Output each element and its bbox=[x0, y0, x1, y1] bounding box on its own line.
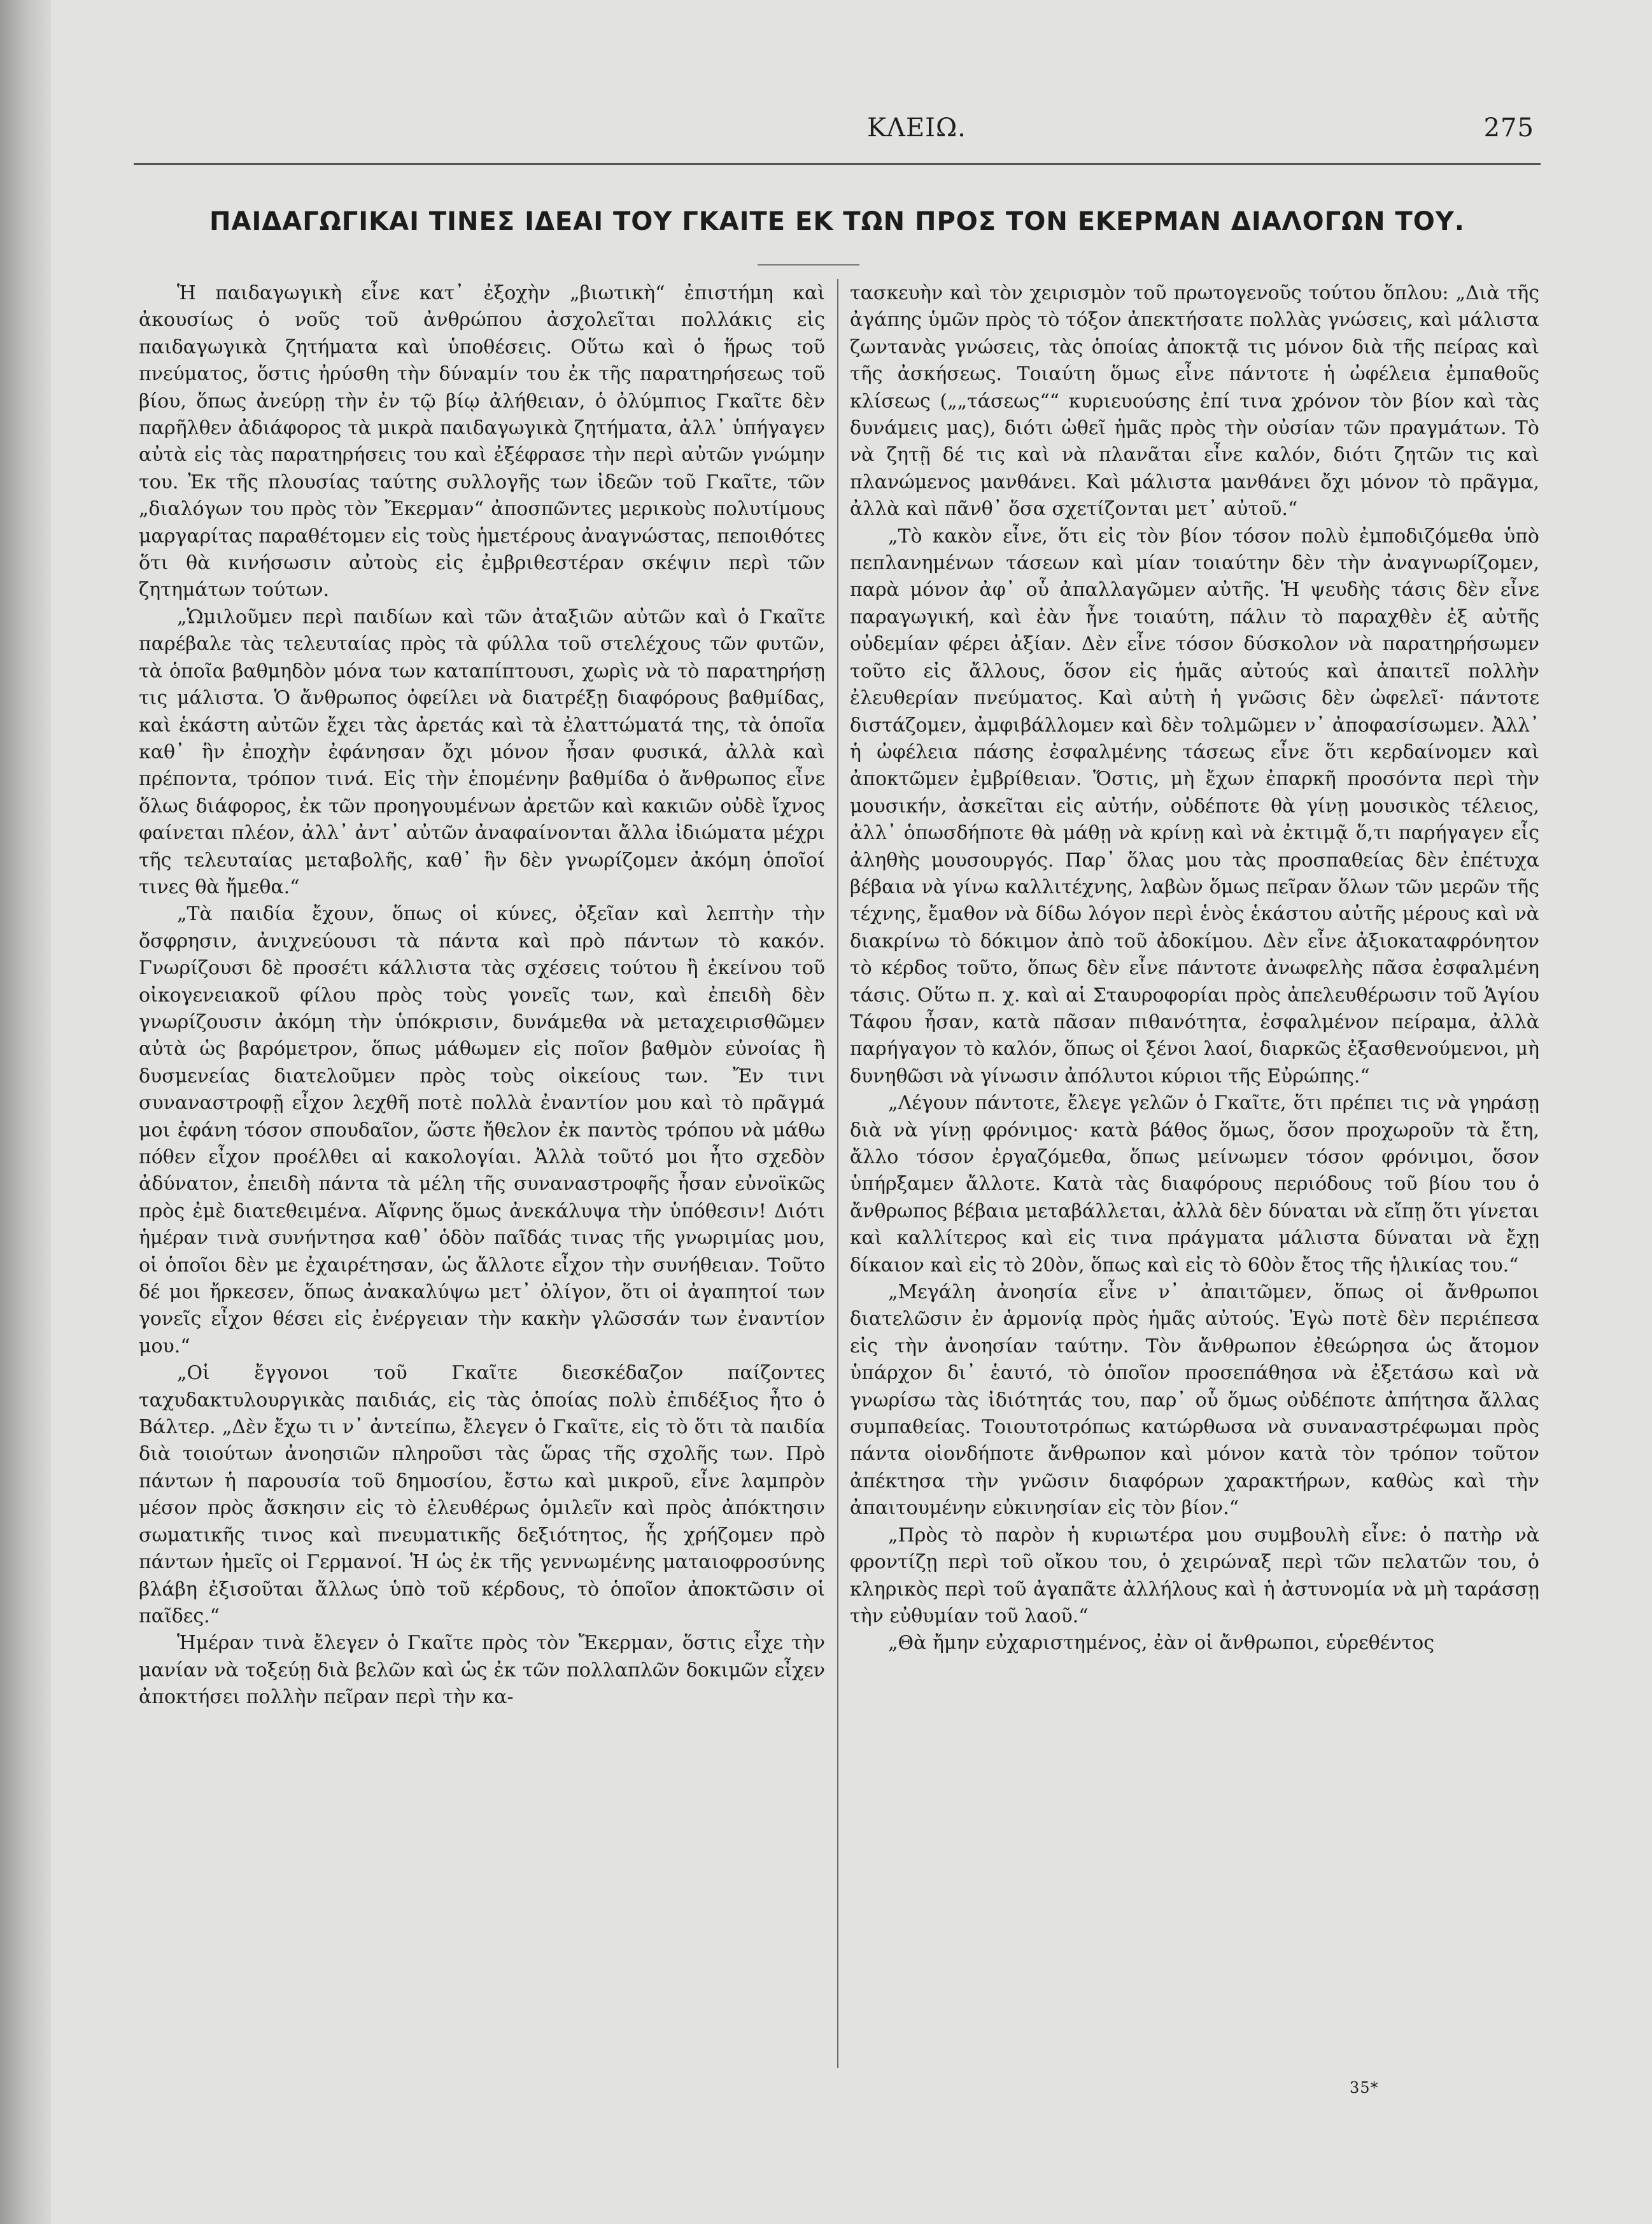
paragraph: Ἡ παιδαγωγικὴ εἶνε κατ᾽ ἐξοχὴν „βιωτικὴ“ ἐπιστήμη καὶ ἀκουσίως ὁ νοῦς τοῦ ἀνθρώπου ἀσχολεῖται πολλάκις εἰς παιδαγωγικὰ ζητήματα καὶ ὑποθέσεις. Οὕτω καὶ ὁ ἥρως τοῦ πνεύματος, ὅστις ἠρύσθη τὴν δύναμίν του ἐκ τῆς παρατηρήσεως τοῦ βίου, ὅπως ἀνεύρῃ τὴν ἐν τῷ βίῳ ἀλήθειαν, ὁ ὀλύμπιος Γκαῖτε δὲν παρῆλθεν ἀδιάφορος τὰ μικρὰ παιδαγωγικὰ ζητήματα, ἀλλ᾽ ὑπήγαγεν αὐτὰ εἰς τὰς παρατηρήσεις του καὶ ἐξέφρασε τὴν περὶ αὐτῶν γνώμην του. Ἐκ τῆς πλουσίας ταύτης συλλογῆς των ἰδεῶν τοῦ Γκαῖτε, τῶν „διαλόγων του πρὸς τὸν Ἔκερμαν“ ἀποσπῶντες μερικοὺς πολυτίμους μαργαρίτας παραθέτομεν εἰς τοὺς ἡμετέρους ἀναγνώστας, πεποιθότες ὅτι θὰ κινήσωσιν αὐτοὺς εἰς ἐμβριθεστέραν σκέψιν περὶ τῶν ζητημάτων τούτων. bbox=[139, 282, 825, 602]
running-title: ΚΛΕΙΩ. bbox=[867, 113, 966, 143]
page-number: 275 bbox=[1483, 113, 1534, 143]
paragraph: „Ὡμιλοῦμεν περὶ παιδίων καὶ τῶν ἀταξιῶν αὐτῶν καὶ ὁ Γκαῖτε παρέβαλε τὰς τελευταίας πρὸς τὰ φύλλα τοῦ στελέχους τῶν φυτῶν, τὰ ὁποῖα βαθμηδὸν μόνα των καταπίπτουσι, χωρὶς νὰ τὸ παρατηρήσῃ τις μάλιστα. Ὁ ἄνθρωπος ὀφείλει νὰ διατρέξῃ διαφόρους βαθμίδας, καὶ ἑκάστη αὐτῶν ἔχει τὰς ἀρετάς καὶ τὰ ἐλαττώματά της, τὰ ὁποῖα καθ᾽ ἣν ἐποχὴν ἐφάνησαν ὄχι μόνον ἦσαν φυσικά, ἀλλὰ καὶ πρέποντα, τρόπον τινά. Εἰς τὴν ἑπομένην βαθμίδα ὁ ἄνθρωπος εἶνε ὅλως διάφορος, ἐκ τῶν προηγουμένων ἀρετῶν καὶ κακιῶν οὐδὲ ἴχνος φαίνεται πλέον, ἀλλ᾽ ἀντ᾽ αὐτῶν ἀναφαίνονται ἄλλα ἰδιώματα μέχρι τῆς τελευταίας μεταβολῆς, καθ᾽ ἣν δὲν γνωρίζομεν ἀκόμη ὁποῖοί τινες θὰ ἤμεθα.“ bbox=[139, 606, 825, 898]
right-column bbox=[850, 280, 1539, 2071]
paragraph: Ἡμέραν τινὰ ἔλεγεν ὁ Γκαῖτε πρὸς τὸν Ἔκερμαν, ὅστις εἶχε τὴν μανίαν νὰ τοξεύῃ διὰ βελῶν καὶ ὡς ἐκ τῶν πολλαπλῶν δοκιμῶν εἶχεν ἀποκτήσει πολλὴν πεῖραν περὶ τὴν κα- bbox=[139, 1632, 825, 1709]
paragraph: „Μεγάλη ἀνοησία εἶνε ν᾽ ἀπαιτῶμεν, ὅπως οἱ ἄνθρωποι διατελῶσιν ἐν ἁρμονίᾳ πρὸς ἡμᾶς αὐτούς. Ἐγὼ ποτὲ δὲν περιέπεσα εἰς τὴν ἀνοησίαν ταύτην. Τὸν ἄνθρωπον ἐθεώρησα ὡς ἄτομον ὑπάρχον δι᾽ ἑαυτό, τὸ ὁποῖον προσεπάθησα νὰ ἐξετάσω καὶ νὰ γνωρίσω τὰς ἰδιότητάς του, παρ᾽ οὗ ὅμως οὐδέποτε ἀπήτησα ἄλλας συμπαθείας. Τοιουτοτρόπως κατώρθωσα νὰ συναναστρέφωμαι πρὸς πάντα οἱονδήποτε ἄνθρωπον καὶ μόνον κατὰ τὸν τρόπον τοῦτον ἀπέκτησα τὴν γνῶσιν διαφόρων χαρακτήρων, καθὼς καὶ τὴν ἀπαιτουμένην εὐκινησίαν εἰς τὸν βίον.“ bbox=[850, 1281, 1539, 1520]
paragraph: τασκευὴν καὶ τὸν χειρισμὸν τοῦ πρωτογενοῦς τούτου ὅπλου: „Διὰ τῆς ἀγάπης ὑμῶν πρὸς τὸ τόξον ἀπεκτήσατε πολλὰς γνώσεις, καὶ μάλιστα ζωντανὰς γνώσεις, τὰς ὁποίας ἀποκτᾷ τις μόνον διὰ τῆς πείρας καὶ τῆς ἀσκήσεως. Τοιαύτη ὅμως εἶνε πάντοτε ἡ ὠφέλεια ἐμπαθοῦς κλίσεως („„τάσεως““ κυριευούσης ἐπί τινα χρόνον τὸν βίον καὶ τὰς δυνάμεις μας), διότι ὠθεῖ ἡμᾶς πρὸς τὴν οὐσίαν τῶν πραγμάτων. Τὸ νὰ ζητῇ δέ τις καὶ νὰ πλανᾶται εἶνε καλόν, διότι ζητῶν τις καὶ πλανώμενος μανθάνει. Καὶ μάλιστα μανθάνει ὄχι μόνον τὸ πρᾶγμα, ἀλλὰ καὶ πᾶνθ᾽ ὅσα σχετίζονται μετ᾽ αὐτοῦ.“ bbox=[850, 282, 1539, 521]
left-column bbox=[139, 280, 825, 2071]
paragraph: „Λέγουν πάντοτε, ἔλεγε γελῶν ὁ Γκαῖτε, ὅτι πρέπει τις νὰ γηράσῃ διὰ νὰ γίνῃ φρόνιμος· κατὰ βάθος ὅμως, ὅσον προχωροῦν τὰ ἔτη, ἄλλο τόσον ἐργαζόμεθα, ὅπως μείνωμεν τόσον φρόνιμοι, ὅσον ὑπήρξαμεν ἄλλοτε. Κατὰ τὰς διαφόρους περιόδους τοῦ βίου του ὁ ἄνθρωπος βέβαια μεταβάλλεται, ἀλλὰ δὲν δύναται νὰ εἴπῃ ὅτι γίνεται καὶ καλλίτερος καὶ εἰς τινα πράγματα μάλιστα δύναται νὰ ἔχῃ δίκαιον καὶ εἰς τὸ 20ὸν, ὅπως καὶ εἰς τὸ 60ὸν ἔτος τῆς ἡλικίας του.“ bbox=[850, 1092, 1539, 1277]
paragraph: „Θὰ ἤμην εὐχαριστημένος, ἐὰν οἱ ἄνθρωποι, εὑρεθέντος bbox=[888, 1632, 1435, 1655]
column-divider bbox=[837, 279, 838, 2068]
paragraph: „Τὰ παιδία ἔχουν, ὅπως οἱ κύνες, ὀξεῖαν καὶ λεπτὴν τὴν ὄσφρησιν, ἀνιχνεύουσι τὰ πάντα καὶ πρὸ πάντων τὸ κακόν. Γνωρίζουσι δὲ προσέτι κάλλιστα τὰς σχέσεις τούτου ἢ ἐκείνου τοῦ οἰκογενειακοῦ φίλου πρὸς τοὺς γονεῖς των, καὶ ἐπειδὴ δὲν γνωρίζουσιν ἀκόμη τὴν ὑπόκρισιν, δυνάμεθα νὰ μεταχειρισθῶμεν αὐτὰ ὡς βαρόμετρον, ὅπως μάθωμεν εἰς ποῖον βαθμὸν εὐνοίας ἢ δυσμενείας διατελοῦμεν πρὸς τοὺς οἰκείους των. Ἔν τινι συναναστροφῇ εἶχον λεχθῆ ποτὲ πολλὰ ἐναντίον μου καὶ τὸ πρᾶγμά μοι ἐφάνη τόσον σπουδαῖον, ὥστε ἤθελον ἐκ παντὸς τρόπου νὰ μάθω πόθεν εἶχον προέλθει αἱ κακολογίαι. Ἀλλὰ τοῦτό μοι ἦτο σχεδὸν ἀδύνατον, ἐπειδὴ πάντα τὰ μέλη τῆς συναναστροφῆς ἦσαν εὐνοϊκῶς πρὸς ἐμὲ διατεθειμένα. Αἴφνης ὅμως ἀνεκάλυψα τὴν ὑπόθεσιν! Διότι ἡμέραν τινὰ συνήντησα καθ᾽ ὁδὸν παῖδάς τινας τῆς γνωριμίας μου, οἱ ὁποῖοι δὲν με ἐχαιρέτησαν, ὡς ἄλλοτε εἶχον τὴν συνήθειαν. Τοῦτο δέ μοι ἤρκεσεν, ὅπως ἀνακαλύψω μετ᾽ ὀλίγον, ὅτι οἱ ἀγαπητοί των γονεῖς εἶχον θέσει εἰς ἐνέργειαν τὴν κακὴν γλῶσσάν των ἐναντίον μου.“ bbox=[139, 903, 825, 1357]
title-underline bbox=[758, 264, 859, 266]
article-title: ΠΑΙΔΑΓΩΓΙΚΑΙ ΤΙΝΕΣ ΙΔΕΑΙ ΤΟΥ ΓΚΑΙΤΕ ΕΚ ΤΩΝ ΠΡΟΣ ΤΟΝ ΕΚΕΡΜΑΝ ΔΙΑΛΟΓΩΝ ΤΟΥ. bbox=[209, 207, 1465, 236]
header-rule bbox=[134, 163, 1541, 165]
paragraph: „Τὸ κακὸν εἶνε, ὅτι εἰς τὸν βίον τόσον πολὺ ἐμποδιζόμεθα ὑπὸ πεπλανημένων τάσεων καὶ μίαν τοιαύτην δὲν τὴν ἀναγνωρίζομεν, παρὰ μόνον ἀφ᾽ οὗ ἀπαλλαγῶμεν αὐτῆς. Ἡ ψευδὴς τάσις δὲν εἶνε παραγωγική, καὶ ἐὰν ἦνε τοιαύτη, πάλιν τὸ παραχθὲν ἐξ αὐτῆς οὐδεμίαν φέρει ἀξίαν. Δὲν εἶνε τόσον δύσκολον νὰ παρατηρήσωμεν τοῦτο εἰς ἄλλους, ὅσον εἰς ἡμᾶς αὐτούς καὶ ἀπαιτεῖ πολλὴν ἐλευθερίαν πνεύματος. Καὶ αὐτὴ ἡ γνῶσις δὲν ὠφελεῖ· πάντοτε διστάζομεν, ἀμφιβάλλομεν καὶ δὲν τολμῶμεν ν᾽ ἀποφασίσωμεν. Ἀλλ᾽ ἡ ὠφέλεια πάσης ἐσφαλμένης τάσεως εἶνε ὅτι κερδαίνομεν καὶ ἀποκτῶμεν ἐμβρίθειαν. Ὅστις, μὴ ἔχων ἐπαρκῆ προσόντα περὶ τὴν μουσικήν, ἀσκεῖται εἰς αὐτήν, οὐδέποτε θὰ γίνῃ μουσικὸς τέλειος, ἀλλ᾽ ὁπωσδήποτε θὰ μάθῃ νὰ κρίνῃ καὶ νὰ ἐκτιμᾷ ὅ,τι παρήγαγεν εἷς ἀληθὴς μουσουργός. Παρ᾽ ὅλας μου τὰς προσπαθείας δὲν ἐπέτυχα βέβαια νὰ γίνω καλλιτέχνης, λαβὼν ὅμως πεῖραν ὅλων τῶν μερῶν τῆς τέχνης, ἔμαθον νὰ δίδω λόγον περὶ ἑνὸς ἑκάστου αὐτῆς μέρους καὶ νὰ διακρίνω τὸ δόκιμον ἀπὸ τοῦ ἀδοκίμου. Δὲν εἶνε ἀξιοκαταφρόνητον τὸ κέρδος τοῦτο, ὅπως δὲν εἶνε πάντοτε ἀνωφελὴς πᾶσα ἐσφαλμένη τάσις. Οὕτω π. χ. καὶ αἱ Σταυροφορίαι πρὸς ἀπελευθέρωσιν τοῦ Ἁγίου Τάφου ἦσαν, κατὰ πᾶσαν πιθανότητα, ἐσφαλμένον πείραμα, ἀλλὰ παρήγαγον τὸ καλόν, ὅπως οἱ ξένοι λαοί, διαρκῶς ἐξασθενούμενοι, μὴ δυνηθῶσι νὰ γίνωσιν ἀπόλυτοι κύριοι τῆς Εὐρώπης.“ bbox=[850, 525, 1539, 1087]
paragraph: „Οἱ ἔγγονοι τοῦ Γκαῖτε διεσκέδαζον παίζοντες ταχυδακτυλουργικὰς παιδιάς, εἰς τὰς ὁποίας πολὺ ἐπιδέξιος ἦτο ὁ Βάλτερ. „Δὲν ἔχω τι ν᾽ ἀντείπω, ἔλεγεν ὁ Γκαῖτε, εἰς τὸ ὅτι τὰ παιδία διὰ τοιούτων ἀνοησιῶν πληροῦσι τὰς ὥρας τῆς σχολῆς των. Πρὸ πάντων ἡ παρουσία τοῦ δημοσίου, ἔστω καὶ μικροῦ, εἶνε λαμπρὸν μέσον πρὸς ἄσκησιν εἰς τὸ ἐλευθέρως ὁμιλεῖν καὶ πρὸς ἀπόκτησιν σωματικῆς τινος καὶ πνευματικῆς δεξιότητος, ἧς χρήζομεν πρὸ πάντων ἡμεῖς οἱ Γερμανοί. Ἡ ὡς ἐκ τῆς γεννωμένης ματαιοφροσύνης βλάβη ἐξισοῦται ἄλλως ὑπὸ τοῦ κέρδους, τὸ ὁποῖον ἀποκτῶσιν οἱ παῖδες.“ bbox=[139, 1362, 825, 1627]
paragraph: „Πρὸς τὸ παρὸν ἡ κυριωτέρα μου συμβουλὴ εἶνε: ὁ πατὴρ νὰ φροντίζῃ περὶ τοῦ οἴκου του, ὁ χειρώναξ περὶ τῶν πελατῶν του, ὁ κληρικὸς περὶ τοῦ ἀγαπᾶτε ἀλλήλους καὶ ἡ ἀστυνομία νὰ μὴ ταράσσῃ τὴν εὐθυμίαν τοῦ λαοῦ.“ bbox=[850, 1524, 1539, 1627]
signature-mark: 35* bbox=[1350, 2079, 1379, 2097]
book-binding-shadow bbox=[0, 0, 51, 2224]
